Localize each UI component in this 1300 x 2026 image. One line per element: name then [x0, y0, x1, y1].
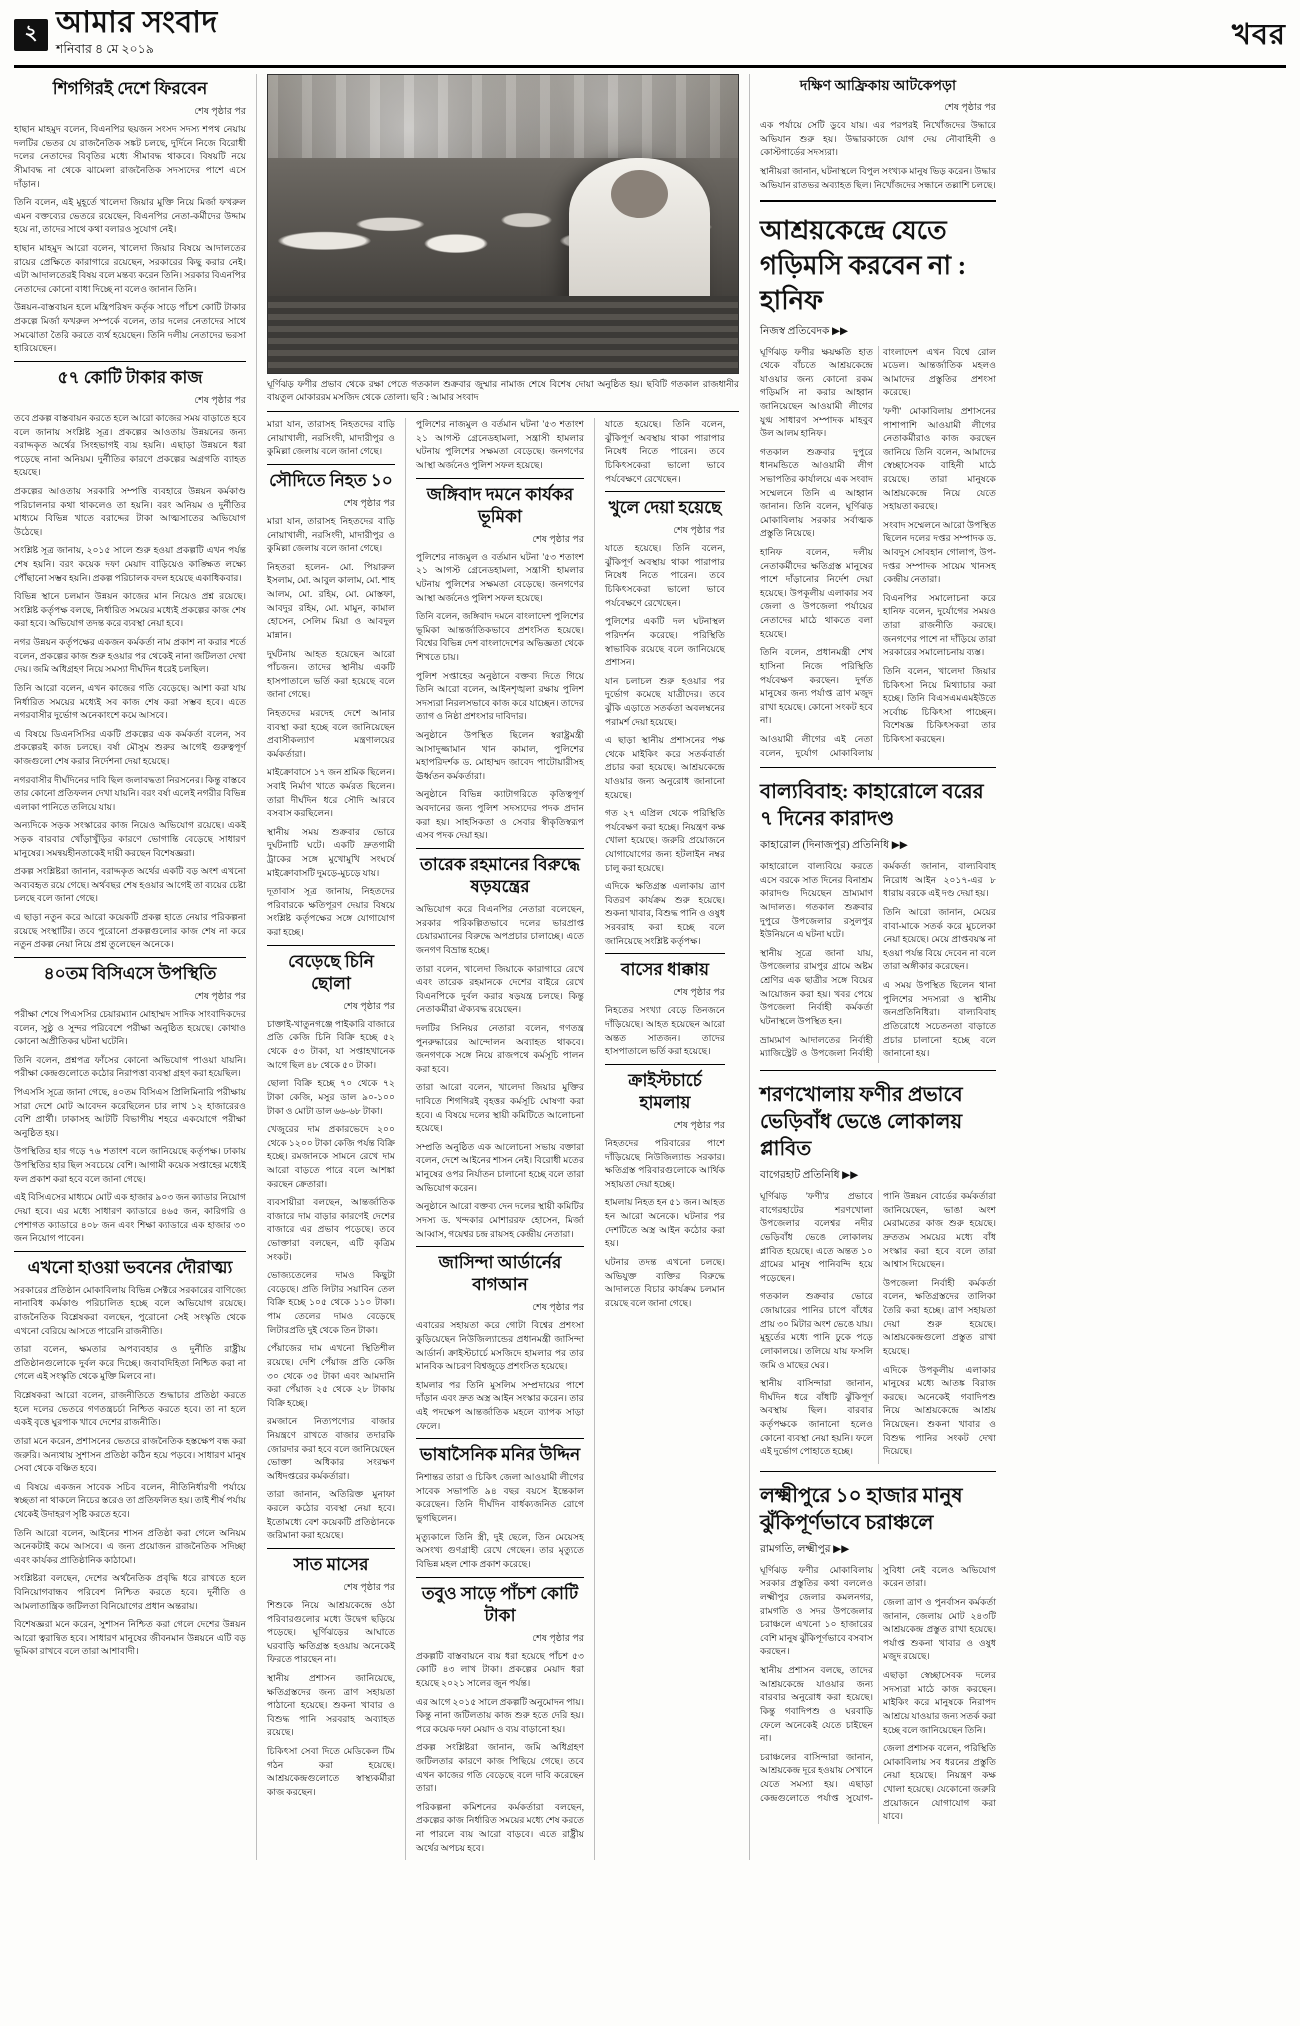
column-divider: [405, 418, 406, 1860]
paragraph: মারা যান, তারাসহ নিহতদের বাড়ি নোয়াখালী, নরসিংদী, মাদারীপুর ও কুমিল্লা জেলায় বলে জানা গেছে।: [267, 419, 395, 457]
paragraph: এদিকে উপকূলীয় এলাকার মানুষের মধ্যে আতঙ্ক বিরাজ করছে। অনেকেই গবাদিপশু নিয়ে আশ্রয়কেন্দ্রে আশ্রয় নিয়েছেন। শুকনা খাবার ও বিশুদ্ধ পানির সংকট দেখা দিয়েছে।: [883, 1364, 996, 1457]
masthead: [14, 8, 1286, 68]
headline: জাসিন্দা আর্ডার্নের বাগআন: [416, 1246, 584, 1296]
horizontal-rule: [760, 767, 996, 768]
paragraph: জেলা ত্রাণ ও পুনর্বাসন কর্মকর্তা জানান, জেলায় মোট ২৪৩টি আশ্রয়কেন্দ্র প্রস্তুত রাখা হয়েছে। পর্যাপ্ত শুকনা খাবার ও ওষুধ মজুদ রয়েছে।: [883, 1597, 996, 1662]
jump-label: শেষ পৃষ্ঠার পর: [673, 988, 725, 999]
article-chini-chola: [267, 945, 395, 1543]
paragraph: সম্প্রতি অনুষ্ঠিত এক আলোচনা সভায় বক্তারা বলেন, দেশে আইনের শাসন নেই। বিরোধী মতের মানুষের ওপর নির্যাতন চালানো হচ্ছে বলে তারা অভিযোগ করেন।: [416, 1141, 584, 1193]
byline: বাগেরহাট প্রতিনিধি ▶▶: [760, 1170, 859, 1182]
paragraph: তারা আরো বলেন, খালেদা জিয়ার মুক্তির দাবিতে শিগগিরই বৃহত্তর কর্মসূচি ঘোষণা করা হবে। এ বিষয়ে দলের স্থায়ী কমিটিতে আলোচনা হয়েছে।: [416, 1082, 584, 1134]
paragraph: এবারের সহায়তা করে গোটা বিশ্বের প্রশংসা কুড়িয়েছেন নিউজিল্যান্ডের প্রধানমন্ত্রী জাসিন্দা আর্ডার্ন। ক্রাইস্টচার্চে মসজিদে হামলার পর তার মানবিক আচরণ বিশ্বজুড়ে প্রশংসিত হয়েছে।: [416, 1320, 584, 1372]
paragraph: কাহারোলে বাল্যবিয়ে করতে এসে বরকে সাত দিনের বিনাশ্রম কারাদণ্ড দিয়েছেন ভ্রাম্যমাণ আদালত। গতকাল শুক্রবার দুপুরে উপজেলার রসুলপুর ইউনিয়নে এ ঘটনা ঘটে।: [760, 861, 873, 940]
paragraph: ব্যবসায়ীরা বলছেন, আন্তর্জাতিক বাজারে দাম বাড়ার কারণেই দেশের বাজারে এর প্রভাব পড়েছে। তবে ভোক্তারা বলছেন, এটি কৃত্রিম সংকট।: [267, 1197, 395, 1262]
paragraph: তিনি বলেন, প্রশ্নপত্র ফাঁসের কোনো অভিযোগ পাওয়া যায়নি। পরীক্ষা কেন্দ্রগুলোতে কঠোর নিরাপত্তা ব্যবস্থা গ্রহণ করা হয়েছিল।: [14, 1054, 246, 1079]
article-hanif-lead: [760, 208, 996, 760]
headline: ৪০তম বিসিএসে উপস্থিতি: [14, 957, 246, 985]
paragraph: ঘূর্ণিঝড় ফণীর ক্ষয়ক্ষতি হাত থেকে বাঁচতে আশ্রয়কেন্দ্রে যাওয়ার জন্য কোনো রকম গড়িমসি না করার আহ্বান জানিয়েছেন আওয়ামী লীগের যুগ্ম সাধারণ সম্পাদক মাহবুব উল আলম হানিফ।: [760, 346, 873, 439]
paragraph: ভ্রাম্যমাণ আদালতের নির্বাহী ম্যাজিস্ট্রেট ও উপজেলা নির্বাহী কর্মকর্তা জানান, বাল্যবিবাহ নিরোধ আইন ২০১৭-এর ৮ ধারায় বরকে এই দণ্ড দেয়া হয়।: [760, 861, 996, 1059]
paragraph: গত ২৭ এপ্রিল থেকে পরিস্থিতি পর্যবেক্ষণ করা হচ্ছে। নিয়ন্ত্রণ কক্ষ খোলা হয়েছে। জরুরি প্রয়োজনে যোগাযোগের জন্য হটলাইন নম্বর চালু করা হয়েছে।: [605, 808, 725, 873]
paragraph: পুলিশ সপ্তাহের অনুষ্ঠানে বক্তব্য দিতে গিয়ে তিনি আরো বলেন, আইনশৃঙ্খলা রক্ষায় পুলিশ সদস্যরা নিরলসভাবে কাজ করে যাচ্ছেন। তাদের ত্যাগ ও নিষ্ঠা প্রশংসার দাবিদার।: [416, 670, 584, 722]
paragraph: তারা বলেন, ক্ষমতার অপব্যবহার ও দুর্নীতি রাষ্ট্রীয় প্রতিষ্ঠানগুলোকে দুর্বল করে দিচ্ছে। জবাবদিহিতা নিশ্চিত করা না গেলে এই সংস্কৃতি থেকে মুক্তি মিলবে না।: [14, 1344, 246, 1382]
paragraph: তারা জানান, অতিরিক্ত মুনাফা করলে কঠোর ব্যবস্থা নেয়া হবে। ইতোমধ্যে বেশ কয়েকটি প্রতিষ্ঠানকে জরিমানা করা হয়েছে।: [267, 1489, 395, 1541]
paragraph: অনুষ্ঠানে আরো বক্তব্য দেন দলের স্থায়ী কমিটির সদস্য ড. খন্দকার মোশাররফ হোসেন, মির্জা আব্বাস, গয়েশ্বর চন্দ্র রায়সহ কেন্দ্রীয় নেতারা।: [416, 1201, 584, 1239]
column-right: [760, 74, 996, 1860]
headline: বেড়েছে চিনি ছোলা: [267, 945, 395, 995]
article-body: [760, 860, 996, 1063]
article-body: [760, 1190, 996, 1464]
paragraph: বিভিন্ন স্থানে চলমান উন্নয়ন কাজের মান নিয়েও প্রশ্ন রয়েছে। সংশ্লিষ্ট কর্তৃপক্ষ বলছে, নির্ধারিত সময়ের মধ্যেই প্রকল্পের কাজ শেষ করা হবে। অভিযোগ তদন্ত করে ব্যবস্থা নেয়া হবে।: [14, 591, 246, 629]
paragraph: হানিফ বলেন, দলীয় নেতাকর্মীদের ক্ষতিগ্রস্ত মানুষের পাশে দাঁড়ানোর নির্দেশ দেয়া হয়েছে। উপকূলীয় এলাকার সব জেলা ও উপজেলা পর্যায়ের নেতাদের মাঠে থাকতে বলা হয়েছে।: [760, 547, 873, 639]
paragraph: স্থানীয় সূত্রে জানা যায়, উপজেলার রামপুর গ্রামে অষ্টম শ্রেণির এক ছাত্রীর সঙ্গে বিয়ের আয়োজন করা হয়। খবর পেয়ে উপজেলা নির্বাহী কর্মকর্তা ঘটনাস্থলে উপস্থিত হন।: [760, 947, 873, 1026]
headline: তবুও সাড়ে পাঁচশ কোটি টাকা: [416, 1577, 584, 1627]
paragraph: প্রকল্প সংশ্লিষ্টরা জানান, জমি অধিগ্রহণ জটিলতার কারণে কাজ পিছিয়ে গেছে। তবে এখন কাজের গতি বেড়েছে বলে দাবি করেছেন তারা।: [416, 1742, 584, 1794]
headline: সাত মাসের: [267, 1548, 395, 1576]
jump-label: শেষ পৃষ্ঠার পর: [343, 1582, 395, 1593]
headline: দক্ষিণ আফ্রিকায় আটকেপড়া: [799, 79, 957, 94]
paragraph: এ ছাড়া নতুন করে আরো কয়েকটি প্রকল্প হাতে নেয়ার পরিকল্পনা রয়েছে সংস্থাটির। তবে পুরোনো প্রকল্পগুলোর কাজ শেষ না করে নতুন প্রকল্প নেয়া নিয়ে প্রশ্ন তুলেছেন অনেকে।: [14, 912, 246, 950]
paragraph: নগরবাসীর দীর্ঘদিনের দাবি ছিল জলাবদ্ধতা নিরসনের। কিন্তু বাস্তবে তার কোনো প্রতিফলন দেখা যায়নি। বরং বর্ষা এলেই নগরীর বিভিন্ন এলাকা পানিতে তলিয়ে যায়।: [14, 774, 246, 812]
paragraph: হাছান মাহমুদ আরো বলেন, খালেদা জিয়ার বিষয়ে আদালতের রায়ের প্রেক্ষিতে কারাগারে রয়েছেন, সরকারের কিছু করার নেই। এটা আদালতেরই বিষয় বলে মন্তব্য করেন তিনি। সরকার বিএনপির নেতাদের কোনো বাধা দিচ্ছে না বলেও জানান তিনি।: [14, 242, 246, 294]
paragraph: প্রকল্প সংশ্লিষ্টরা জানান, বরাদ্দকৃত অর্থের একটি বড় অংশ এখনো অব্যবহৃত রয়ে গেছে। অর্থবছর শেষ হওয়ার আগেই তা ব্যয়ের চেষ্টা চলছে বলে জানা গেছে।: [14, 866, 246, 904]
paragraph: তিনি বলেন, এই মুহূর্তে খালেদা জিয়ার মুক্তি নিয়ে মির্জা ফখরুল এমন বক্তব্যের ভেতরে রয়েছেন, বিএনপির নেতা-কর্মীদের উদ্দাম হয়ে না, তাদের সাথে কথা বলারও সুযোগ নেই।: [14, 197, 246, 235]
paragraph: ঘূর্ণিঝড় ফণীর মোকাবিলায় সরকার প্রস্তুতির কথা বললেও লক্ষ্মীপুর জেলার কমলনগর, রামগতি ও সদর উপজেলার চরাঞ্চলে এখনো ১০ হাজারের বেশি মানুষ ঝুঁকিপূর্ণভাবে বসবাস করছেন।: [760, 1564, 873, 1657]
paragraph: প্রকল্পের আওতায় সরকারি সম্পত্তি ব্যবহারে উন্নয়ন কর্মকাণ্ড পরিচালনার কথা থাকলেও তা হয়নি। বরং অনিয়ম ও দুর্নীতির মাধ্যমে বিভিন্ন খাতে বরাদ্দের টাকা আত্মসাতের অভিযোগ উঠেছে।: [14, 485, 246, 537]
article-saudi-nihoto: [267, 464, 395, 940]
paragraph: যান চলাচল শুরু হওয়ার পর দুর্ভোগ কমেছে যাত্রীদের। তবে ঝুঁকি এড়াতে সতর্কতা অবলম্বনের পরামর্শ দেয়া হয়েছে।: [605, 675, 725, 727]
paragraph: উন্নয়ন-বাস্তবায়ন হলে মন্ত্রিপরিষদ কর্তৃক সাড়ে পাঁচশ কোটি টাকার প্রকল্পে মির্জা ফখরুল সম্পর্কে বলেন, তার দলের নেতাদের সাথে সমঝোতা তৈরি করতে ব্যর্থ হয়েছেন। তিনি দলীয় নেতাদের ভরসা হারিয়েছেন।: [14, 302, 246, 354]
paragraph: বিশেষজ্ঞরা মনে করেন, সুশাসন নিশ্চিত করা গেলে দেশের উন্নয়ন আরো ত্বরান্বিত হবে। সাধারণ মানুষের জীবনমান উন্নয়নে এটি বড় ভূমিকা রাখবে বলে তারা আশাবাদী।: [14, 1619, 246, 1657]
paragraph: নিহতদের মরদেহ দেশে আনার ব্যবস্থা করা হচ্ছে বলে জানিয়েছেন প্রবাসীকল্যাণ মন্ত্রণালয়ের কর্মকর্তারা।: [267, 707, 395, 759]
paragraph: অনুষ্ঠানে বিভিন্ন ক্যাটাগরিতে কৃতিত্বপূর্ণ অবদানের জন্য পুলিশ সদস্যদের পদক প্রদান করা হয়। সাহসিকতা ও সেবার স্বীকৃতিস্বরূপ এসব পদক দেয়া হয়।: [416, 789, 584, 841]
paragraph: 'ফণী' মোকাবিলায় প্রশাসনের পাশাপাশি আওয়ামী লীগের নেতাকর্মীরাও কাজ করছেন জানিয়ে তিনি বলেন, আমাদের স্বেচ্ছাসেবক বাহিনী মাঠে রয়েছে। তারা মানুষকে আশ্রয়কেন্দ্রে নিয়ে যেতে সহায়তা করছে।: [883, 405, 996, 512]
paragraph: পরিকল্পনা কমিশনের কর্মকর্তারা বলছেন, প্রকল্পের কাজ নির্ধারিত সময়ের মধ্যে শেষ করতে না পারলে ব্যয় আরো বাড়বে। এতে রাষ্ট্রীয় অর্থের অপচয় হবে।: [416, 1801, 584, 1853]
paragraph: তিনি আরো জানান, মেয়ের বাবা-মাকে সতর্ক করে মুচলেকা নেয়া হয়েছে। মেয়ে প্রাপ্তবয়স্ক না হওয়া পর্যন্ত বিয়ে দেবেন না বলে তারা অঙ্গীকার করেছেন।: [883, 907, 996, 972]
photo-block: [267, 74, 739, 404]
paragraph: স্থানীয় প্রশাসন জানিয়েছে, ক্ষতিগ্রস্তদের জন্য ত্রাণ সহায়তা পাঠানো হয়েছে। শুকনা খাবার ও বিশুদ্ধ পানি সরবরাহ অব্যাহত রয়েছে।: [267, 1672, 395, 1738]
middle-columns: [267, 418, 739, 1860]
headline: ভাষাসৈনিক মনির উদ্দিন: [416, 1438, 584, 1466]
paragraph: অনুষ্ঠানে উপস্থিত ছিলেন স্বরাষ্ট্রমন্ত্রী আসাদুজ্জামান খান কামাল, পুলিশের মহাপরিদর্শক ড. মোহাম্মদ জাবেদ পাটোয়ারীসহ ঊর্ধ্বতন কর্মকর্তারা।: [416, 730, 584, 781]
article-57-koti: [14, 361, 246, 952]
paragraph: তিনি বলেন, জঙ্গিবাদ দমনে বাংলাদেশ পুলিশের ভূমিকা আন্তর্জাতিকভাবে প্রশংসিত হয়েছে। বিশ্বের বিভিন্ন দেশ বাংলাদেশের অভিজ্ঞতা থেকে শিখতে চায়।: [416, 611, 584, 662]
headline: এখনো হাওয়া ভবনের দৌরাত্ম্য: [14, 1251, 246, 1279]
paragraph: তিনি আরো বলেন, আইনের শাসন প্রতিষ্ঠা করা গেলে অনিয়ম অনেকটাই কমে আসবে। এ জন্য প্রয়োজন রাজনৈতিক সদিচ্ছা এবং কার্যকর প্রাতিষ্ঠানিক কাঠামো।: [14, 1527, 246, 1565]
paragraph: উপস্থিতির হার গড়ে ৭৬ শতাংশ বলে জানিয়েছে কর্তৃপক্ষ। ঢাকায় উপস্থিতির হার ছিল সবচেয়ে বেশি। আগামী কয়েক সপ্তাহের মধ্যেই ফল প্রকাশ করা হবে বলে জানা গেছে।: [14, 1146, 246, 1184]
paragraph: পরীক্ষা শেষে পিএসসির চেয়ারম্যান মোহাম্মদ সাদিক সাংবাদিকদের বলেন, সুষ্ঠু ও সুন্দর পরিবেশে পরীক্ষা অনুষ্ঠিত হয়েছে। কোথাও কোনো অপ্রীতিকর ঘটনা ঘটেনি।: [14, 1008, 246, 1047]
headline: বাসের ধাক্কায়: [605, 953, 725, 981]
paragraph: নিহতদের পরিবারের পাশে দাঁড়িয়েছে নিউজিল্যান্ড সরকার। ক্ষতিগ্রস্ত পরিবারগুলোকে আর্থিক সহায়তা দেয়া হচ্ছে।: [605, 1138, 725, 1189]
byline: কাহারোল (দিনাজপুর) প্রতিনিধি ▶▶: [760, 840, 908, 852]
paragraph: শিশুকে নিয়ে আশ্রয়কেন্দ্রে ওঠা পরিবারগুলোর মধ্যে উদ্বেগ ছড়িয়ে পড়েছে। ঘূর্ণিঝড়ের আঘাতে ঘরবাড়ি ক্ষতিগ্রস্ত হওয়ায় অনেকেই ফিরতে পারছেন না।: [267, 1599, 395, 1665]
paragraph: স্থানীয় বাসিন্দারা জানান, দীর্ঘদিন ধরে বাঁধটি ঝুঁকিপূর্ণ অবস্থায় ছিল। বারবার কর্তৃপক্ষকে জানানো হলেও কোনো ব্যবস্থা নেয়া হয়নি। ফলে এই দুর্ভোগ পোহাতে হচ্ছে।: [760, 1378, 873, 1457]
photo-caption: ঘূর্ণিঝড় ফণীর প্রভাব থেকে রক্ষা পেতে গতকাল শুক্রবার জুম্মার নামাজ শেষে বিশেষ দোয়া অনুষ্ঠিত হয়। ছবিটি গতকাল রাজধানীর বায়তুল মোকাররম মসজিদ থেকে তোলা। ছবি : আমার সংবাদ: [267, 379, 739, 403]
paragraph: খেজুরের দাম প্রকারভেদে ২০০ থেকে ১২০০ টাকা কেজি পর্যন্ত বিক্রি হচ্ছে। রমজানকে সামনে রেখে দাম আরো বাড়তে পারে বলে আশঙ্কা করছেন ক্রেতারা।: [267, 1124, 395, 1189]
article-jacinda-ardern: [416, 1246, 584, 1433]
jump-label: শেষ পৃষ্ঠার পর: [194, 107, 246, 118]
paragraph: হামলার পর তিনি মুসলিম সম্প্রদায়ের পাশে দাঁড়ান এবং দ্রুত অস্ত্র আইন সংস্কার করেন। তার এই পদক্ষেপ আন্তর্জাতিক মহলে ব্যাপক সাড়া ফেলে।: [416, 1379, 584, 1431]
horizontal-rule: [760, 1471, 996, 1472]
jump-label: শেষ পৃষ্ঠার পর: [343, 499, 395, 510]
paragraph: নিহতরা হলেন- মো. পিয়ারুল ইসলাম, মো. আবুল কালাম, মো. শাহ আলম, মো. রহিম, মো. মোস্তফা, আবদুর রহিম, মো. মামুন, কামাল হোসেন, সেলিম মিয়া ও আবদুল মান্নান।: [267, 561, 395, 640]
paragraph: স্থানীয় প্রশাসন বলছে, তাদের আশ্রয়কেন্দ্রে যাওয়ার জন্য বারবার অনুরোধ করা হয়েছে। কিন্তু গবাদিপশু ও ঘরবাড়ি ফেলে অনেকেই যেতে চাইছেন না।: [760, 1665, 873, 1744]
paragraph: নগর উন্নয়ন কর্তৃপক্ষের একজন কর্মকর্তা নাম প্রকাশ না করার শর্তে বলেন, প্রকল্পের কাজ শুরু হওয়ার পর থেকেই নানা জটিলতা দেখা দেয়। জমি অধিগ্রহণ নিয়ে সমস্যা দীর্ঘদিন ধরেই চলছিল।: [14, 637, 246, 675]
section-title: খবর: [1231, 19, 1286, 51]
publication-date: শনিবার ৪ মে ২০১৯: [56, 42, 154, 56]
article-tarek-rahman: [416, 848, 584, 1241]
article-hawa-bhaban: [14, 1251, 246, 1659]
paragraph: ঘূর্ণিঝড় 'ফণী'র প্রভাবে বাগেরহাটের শরণখোলা উপজেলার বলেশ্বর নদীর ভেড়িবাঁধ ভেঙে লোকালয় প্লাবিত হয়েছে। এতে অন্তত ১০ গ্রামের মানুষ পানিবন্দি হয়ে পড়েছেন।: [760, 1191, 873, 1283]
paragraph: মারা যান, তারাসহ নিহতদের বাড়ি নোয়াখালী, নরসিংদী, মাদারীপুর ও কুমিল্লা জেলায় বলে জানা গেছে।: [267, 516, 395, 554]
article-bhashasainik: [416, 1438, 584, 1571]
paragraph: চিকিৎসা সেবা দিতে মেডিকেল টিম গঠন করা হয়েছে। আশ্রয়কেন্দ্রগুলোতে স্বাস্থ্যকর্মীরা কাজ করছেন।: [267, 1746, 395, 1797]
headline: সৌদিতে নিহত ১০: [267, 464, 395, 492]
paragraph: দূতাবাস সূত্র জানায়, নিহতদের পরিবারকে ক্ষতিপূরণ দেয়ার বিষয়ে সংশ্লিষ্ট কর্তৃপক্ষের সঙ্গে যোগাযোগ করা হচ্ছে।: [267, 886, 395, 938]
paragraph: বিশ্লেষকরা আরো বলেন, রাজনীতিতে শুদ্ধাচার প্রতিষ্ঠা করতে হলে দলের ভেতরে গণতন্ত্রচর্চা নিশ্চিত করতে হবে। তা না হলে একই বৃত্তে ঘুরপাক খাবে দেশের রাজনীতি।: [14, 1390, 246, 1428]
jump-label: শেষ পৃষ্ঠার পর: [194, 395, 246, 406]
article-baser-dhakkay: [605, 953, 725, 1059]
paragraph: এ সময় উপস্থিত ছিলেন থানা পুলিশের সদস্যরা ও স্থানীয় জনপ্রতিনিধিরা। বাল্যবিবাহ প্রতিরোধে সচেতনতা বাড়াতে প্রচার চালানো হচ্ছে বলে জানানো হয়।: [883, 980, 996, 1059]
paragraph: গতকাল শুক্রবার ভোরে জোয়ারের পানির চাপে বাঁধের প্রায় ৩০ মিটার অংশ ভেঙে যায়। মুহূর্তের মধ্যে পানি ঢুকে পড়ে লোকালয়ে। তলিয়ে যায় ফসলি জমি ও মাছের ঘের।: [760, 1291, 873, 1370]
paragraph: মৃত্যুকালে তিনি স্ত্রী, দুই ছেলে, তিন মেয়েসহ অসংখ্য গুণগ্রাহী রেখে গেছেন। তার মৃত্যুতে বিভিন্ন মহল শোক প্রকাশ করেছে।: [416, 1531, 584, 1569]
horizontal-rule: [267, 411, 739, 412]
paragraph: এছাড়া স্বেচ্ছাসেবক দলের সদস্যরা মাঠে কাজ করছেন। মাইকিং করে মানুষকে নিরাপদ আশ্রয়ে যাওয়ার জন্য সতর্ক করা হচ্ছে বলে জানিয়েছেন তিনি।: [883, 1670, 996, 1735]
headline: শরণখোলায় ফণীর প্রভাবে ভেড়িবাঁধ ভেঙে লোকালয় প্লাবিত: [760, 1084, 963, 1161]
jump-label: শেষ পৃষ্ঠার পর: [673, 1121, 725, 1132]
column-divider: [594, 418, 595, 1860]
article-sat-maser: [267, 1548, 395, 1800]
horizontal-rule: [760, 200, 996, 202]
jump-label: শেষ পৃষ্ঠার পর: [532, 534, 584, 545]
paragraph: জেলা প্রশাসক বলেন, পরিস্থিতি মোকাবিলায় সব ধরনের প্রস্তুতি নেয়া হয়েছে। নিয়ন্ত্রণ কক্ষ খোলা হয়েছে। যেকোনো জরুরি প্রয়োজনে যোগাযোগ করা যাবে।: [883, 1743, 996, 1822]
article-lakshmipur: [760, 1478, 996, 1824]
paragraph: মাইক্রোবাসে ১৭ জন শ্রমিক ছিলেন। সবাই নির্মাণ খাতে কর্মরত ছিলেন। তারা দীর্ঘদিন ধরে সৌদি আরবে বসবাস করছিলেন।: [267, 767, 395, 819]
horizontal-rule: [760, 1070, 996, 1071]
paragraph: তিনি বলেন, খালেদা জিয়ার চিকিৎসা নিয়ে মিথ্যাচার করা হচ্ছে। তিনি বিএসএমএমইউতে সর্বোচ্চ চিকিৎসা পাচ্ছেন। বিশেষজ্ঞ চিকিৎসকরা তার চিকিৎসা করছেন।: [883, 665, 996, 744]
paragraph: তারা মনে করেন, প্রশাসনের ভেতরে রাজনৈতিক হস্তক্ষেপ বন্ধ করা জরুরি। অন্যথায় সুশাসন প্রতিষ্ঠা কঠিন হয়ে পড়বে। সাধারণ মানুষ সেবা থেকে বঞ্চিত হবে।: [14, 1435, 246, 1474]
paragraph: রমজানে নিত্যপণ্যের বাজার নিয়ন্ত্রণে রাখতে বাজার তদারকি জোরদার করা হবে বলে জানিয়েছেন ভোক্তা অধিকার সংরক্ষণ অধিদপ্তরের কর্মকর্তারা।: [267, 1416, 395, 1481]
paragraph: সংবাদ সম্মেলনে আরো উপস্থিত ছিলেন দলের দপ্তর সম্পাদক ড. আবদুস সোবহান গোলাপ, উপ-দপ্তর সম্পাদক সায়েম খানসহ কেন্দ্রীয় নেতারা।: [883, 519, 996, 585]
page-number: ২: [14, 19, 48, 51]
paragraph: যাতে হয়েছে। তিনি বলেন, ঝুঁকিপূর্ণ অবস্থায় থাকা পারাপার নিষেধ নিতে পারেন। তবে চিকিৎসকেরা ভালো ভাবে পর্যবেক্ষণে রেখেছেন।: [605, 543, 725, 608]
paragraph: পিএসসি সূত্রে জানা গেছে, ৪০তম বিসিএস প্রিলিমিনারি পরীক্ষায় সারা দেশে মোট আবেদন করেছিলেন চার লাখ ১২ হাজারেরও বেশি প্রার্থী। ঢাকাসহ আটটি বিভাগীয় শহরে একযোগে পরীক্ষা অনুষ্ঠিত হয়।: [14, 1087, 246, 1138]
paragraph: দুর্ঘটনায় আহত হয়েছেন আরো পাঁচজন। তাদের স্থানীয় একটি হাসপাতালে ভর্তি করা হয়েছে বলে জানা গেছে।: [267, 648, 395, 700]
column-left: [14, 74, 246, 1860]
paragraph: এ ছাড়া স্থানীয় প্রশাসনের পক্ষ থেকে মাইকিং করে সতর্কবার্তা প্রচার করা হয়েছে। আশ্রয়কেন্দ্রে যাওয়ার জন্য অনুরোধ জানানো হয়েছে।: [605, 735, 725, 800]
paragraph: পুলিশের নাজমুল ও বর্তমান ঘটনা '৫৩ শতাংশ ২১ আগস্ট গ্রেনেডহামলা, সন্ত্রাসী হামলার ঘটনায় পুলিশের সক্ষমতা বেড়েছে। জনগণের আস্থা অর্জনেও পুলিশ সফল হয়েছে।: [416, 419, 584, 470]
headline: লক্ষ্মীপুরে ১০ হাজার মানুষ ঝুঁকিপূর্ণভাবে চরাঞ্চলে: [760, 1484, 963, 1534]
paragraph: চাক্তাই-খাতুনগঞ্জে পাইকারি বাজারে প্রতি কেজি চিনি বিক্রি হচ্ছে ৫২ থেকে ৫৩ টাকা, যা সপ্তাহখানেক আগে ছিল ৪৮ থেকে ৫০ টাকা।: [267, 1018, 395, 1070]
article-shiggirai: [14, 78, 246, 356]
byline: নিজস্ব প্রতিবেদক ▶▶: [760, 325, 849, 337]
news-photo: [267, 74, 739, 374]
paragraph: তিনি আরো বলেন, এখন কাজের গতি বেড়েছে। আশা করা যায় নির্ধারিত সময়ের মধ্যেই সব কাজ শেষ করা সম্ভব হবে। এতে নগরবাসীর দুর্ভোগ অনেকাংশে কমে আসবে।: [14, 682, 246, 721]
headline: আশ্রয়কেন্দ্রে যেতে গড়িমসি করবেন না : হানিফ: [760, 216, 967, 316]
jump-label: শেষ পৃষ্ঠার পর: [194, 991, 246, 1002]
paragraph: অভিযোগ করে বিএনপির নেতারা বলেছেন, সরকার পরিকল্পিতভাবে দলের ভারপ্রাপ্ত চেয়ারম্যানের বিরুদ্ধে অপপ্রচার চালাচ্ছে। এতে জনগণ বিভ্রান্ত হচ্ছে।: [416, 904, 584, 955]
headline: বাল্যবিবাহ: কাহারোলে বরের ৭ দিনের কারাদণ্ড: [760, 781, 984, 831]
paragraph: এই বিসিএসের মাধ্যমে মোট এক হাজার ৯০৩ জন ক্যাডার নিয়োগ দেয়া হবে। এর মধ্যে সাধারণ ক্যাডারে ৪৬৫ জন, কারিগরি ও পেশাগত ক্যাডারে ৪০৮ জন এবং শিক্ষা ক্যাডারে এক হাজার ৩০ জন নিয়োগ পাবেন।: [14, 1192, 246, 1244]
paragraph: সংশ্লিষ্ট সূত্র জানায়, ২০১৫ সালে শুরু হওয়া প্রকল্পটি এখন পর্যন্ত শেষ হয়নি। বরং কয়েক দফা মেয়াদ বাড়িয়েও কাঙ্ক্ষিত লক্ষ্যে পৌঁছানো সম্ভব হয়নি। প্রকল্প পরিচালক বদল হয়েছে একাধিকবার।: [14, 545, 246, 583]
column-divider: [749, 74, 750, 1860]
article-south-africa: [760, 78, 996, 192]
jump-label: শেষ পৃষ্ঠার পর: [532, 1633, 584, 1644]
paragraph: স্থানীয়রা জানান, ঘটনাস্থলে বিপুল সংখ্যক মানুষ ভিড় করেন। উদ্ধার অভিযান রাতভর অব্যাহত ছিল। নিখোঁজদের সন্ধানে তল্লাশি চলছে।: [760, 166, 996, 190]
paragraph: এক পর্যায়ে সেটি ডুবে যায়। এর পরপরই নিখোঁজদের উদ্ধারে অভিযান শুরু হয়। উদ্ধারকাজে যোগ দেয় নৌবাহিনী ও কোস্টগার্ডের সদস্যরা।: [760, 120, 996, 158]
column-c: [416, 418, 584, 1860]
byline: রামগতি, লক্ষ্মীপুর ▶▶: [760, 1543, 850, 1555]
masthead-titleblock: [56, 8, 218, 61]
paragraph: নিশান্তর তারা ও চিকিৎ জেলা আওয়ামী লীগের সাবেক সভাপতি ৯৪ বছর বয়সে ইন্তেকাল করেছেন। তিনি দীর্ঘদিন বার্ধক্যজনিত রোগে ভুগছিলেন।: [416, 1472, 584, 1524]
paragraph: এর আগে ২০১৫ সালে প্রকল্পটি অনুমোদন পায়। কিন্তু নানা জটিলতায় কাজ শুরু হতে দেরি হয়। পরে কয়েক দফা মেয়াদ ও ব্যয় বাড়ানো হয়।: [416, 1696, 584, 1734]
article-body: [760, 1564, 996, 1824]
article-sharankhola: [760, 1077, 996, 1464]
paragraph: প্রকল্পটি বাস্তবায়নে ব্যয় ধরা হয়েছে পাঁচশ ৫৩ কোটি ৪৩ লাখ টাকা। প্রকল্পের মেয়াদ ধরা হয়েছে ২০২১ সালের জুন পর্যন্ত।: [416, 1650, 584, 1688]
jump-label: শেষ পৃষ্ঠার পর: [343, 1001, 395, 1012]
paragraph: নিহতের সংখ্যা বেড়ে তিনজনে দাঁড়িয়েছে। আহত হয়েছেন আরো অন্তত সাতজন। তাদের হাসপাতালে ভর্তি করা হয়েছে।: [605, 1005, 725, 1057]
jump-label: শেষ পৃষ্ঠার পর: [532, 1303, 584, 1314]
paragraph: হাছান মাহমুদ বলেন, বিএনপির ছয়জন সংসদ সদস্য শপথ নেয়ায় দলটির ভেতর যে রাজনৈতিক সঙ্কট চলছে, দুর্দিনে নিজে বিরোধী দলের নেতাদের বিবৃতির মধ্যে সীমাবদ্ধ থাকবে। বিষয়টি নয়ে সীমাবদ্ধ না থেকে ঝামেলা রাজনৈতিক সদস্যদের পাশে এসে দাঁড়ান।: [14, 124, 246, 189]
headline: জঙ্গিবাদ দমনে কার্যকর ভূমিকা: [416, 478, 584, 528]
newspaper-title: আমার সংবাদ: [56, 6, 218, 39]
headline: খুলে দেয়া হয়েছে: [605, 491, 725, 519]
column-middle-block: [267, 74, 739, 1860]
paragraph: এদিকে ক্ষতিগ্রস্ত এলাকায় ত্রাণ বিতরণ কার্যক্রম শুরু হয়েছে। শুকনা খাবার, বিশুদ্ধ পানি ও ওষুধ সরবরাহ করা হচ্ছে বলে জানিয়েছে সংশ্লিষ্ট কর্তৃপক্ষ।: [605, 881, 725, 946]
article-40th-bcs: [14, 957, 246, 1246]
column-divider: [256, 74, 257, 1860]
paragraph: এ বিষয়ে ডিএনসিসির একটি প্রকল্পের এক কর্মকর্তা বলেন, সব প্রকল্পেরই কাজ চলছে। বর্ষা মৌসুম শুরুর আগেই গুরুত্বপূর্ণ কাজগুলো শেষ করার নির্দেশনা দেয়া হয়েছে।: [14, 728, 246, 766]
article-khule-deya: [605, 491, 725, 948]
lead-body: [760, 346, 996, 761]
content-grid: [14, 74, 1286, 1860]
paragraph: পেঁয়াজের দাম এখনো স্থিতিশীল রয়েছে। দেশি পেঁয়াজ প্রতি কেজি ৩০ থেকে ৩৫ টাকা এবং আমদানি করা পেঁয়াজ ২৫ থেকে ২৮ টাকায় বিক্রি হচ্ছে।: [267, 1343, 395, 1408]
paragraph: পুলিশের নাজমুল ও বর্তমান ঘটনা '৫৩ শতাংশ ২১ আগস্ট গ্রেনেডহামলা, সন্ত্রাসী হামলার ঘটনায় পুলিশের সক্ষমতা বেড়েছে। জনগণের আস্থা অর্জনেও পুলিশ সফল হয়েছে।: [416, 551, 584, 603]
jump-label: শেষ পৃষ্ঠার পর: [944, 103, 996, 114]
paragraph: বিএনপির সমালোচনা করে হানিফ বলেন, দুর্যোগের সময়ও তারা রাজনীতি করছে। জনগণের পাশে না দাঁড়িয়ে তারা সরকারের সমালোচনায় ব্যস্ত।: [883, 592, 996, 658]
paragraph: তবে প্রকল্প বাস্তবায়ন করতে হলে আরো কাজের সময় বাড়াতে হবে বলে জানায় সংশ্লিষ্ট সূত্র। প্রকল্পের আওতায় উন্নয়নের জন্য বরাদ্দকৃত অর্থের সিংহভাগই ব্যয় হয়নি। এছাড়া উন্নয়নে ধরা পড়েছে নানা অনিয়ম। দুর্নীতির কারণে প্রকল্পের অগ্রগতি ব্যাহত হয়েছে।: [14, 412, 246, 478]
paragraph: পুলিশের একটি দল ঘটনাস্থল পরিদর্শন করেছে। পরিস্থিতি স্বাভাবিক রয়েছে বলে জানিয়েছে প্রশাসন।: [605, 616, 725, 668]
paragraph: দলটির সিনিয়র নেতারা বলেন, গণতন্ত্র পুনরুদ্ধারের আন্দোলন অব্যাহত থাকবে। জনগণকে সঙ্গে নিয়ে রাজপথে কর্মসূচি পালন করা হবে।: [416, 1022, 584, 1074]
headline: শিগগিরই দেশে ফিরবেন: [52, 79, 208, 98]
headline: ক্রাইস্টচার্চে হামলায়: [605, 1064, 725, 1114]
column-b: [267, 418, 395, 1860]
paragraph: গতকাল শুক্রবার দুপুরে ধানমন্ডিতে আওয়ামী লীগ সভাপতির কার্যালয়ে এক সংবাদ সম্মেলনে তিনি এ আহ্বান জানান। তিনি বলেন, ঘূর্ণিঝড় মোকাবিলায় সরকার সর্বাত্মক প্রস্তুতি নিয়েছে।: [760, 446, 873, 539]
paragraph: যাতে হয়েছে। তিনি বলেন, ঝুঁকিপূর্ণ অবস্থায় থাকা পারাপার নিষেধ নিতে পারেন। তবে চিকিৎসকেরা ভালো ভাবে পর্যবেক্ষণে রেখেছেন।: [605, 419, 725, 484]
paragraph: চরাঞ্চলের বাসিন্দারা জানান, আশ্রয়কেন্দ্র দূরে হওয়ায় সেখানে যেতে সমস্যা হয়। এছাড়া কেন্দ্রগুলোতে পর্যাপ্ত সুযোগ-সুবিধা নেই বলেও অভিযোগ করেন তারা।: [760, 1564, 996, 1803]
headline: তারেক রহমানের বিরুদ্ধে ষড়যন্ত্রের: [416, 848, 584, 898]
paragraph: সরকারের প্রতিষ্ঠান মোকাবিলায় বিভিন্ন সেক্টরে সরকারের বাণিজ্যে নানাবিধ কর্মকাণ্ড পরিচালিত হচ্ছে বলে অভিযোগ রয়েছে। রাজনৈতিক বিশ্লেষকরা বলছেন, পুরোনো সেই সংস্কৃতি থেকে এখনো বেরিয়ে আসতে পারেনি রাজনীতি।: [14, 1284, 246, 1336]
masthead-left: [14, 8, 218, 61]
paragraph: স্থানীয় সময় শুক্রবার ভোরে দুর্ঘটনাটি ঘটে। একটি দ্রুতগামী ট্রাকের সঙ্গে মুখোমুখি সংঘর্ষে মাইক্রোবাসটি দুমড়ে-মুচড়ে যায়।: [267, 826, 395, 878]
paragraph: পানি উন্নয়ন বোর্ডের কর্মকর্তারা জানিয়েছেন, ভাঙা অংশ মেরামতের কাজ শুরু হয়েছে। দ্রুততম সময়ের মধ্যে বাঁধ সংস্কার করা হবে বলে তারা আশ্বাস দিয়েছেন।: [883, 1191, 996, 1270]
paragraph: অন্যদিকে সড়ক সংস্কারের কাজ নিয়েও অভিযোগ রয়েছে। একই সড়ক বারবার খোঁড়াখুঁড়ির কারণে ভোগান্তি বেড়েছে সাধারণ মানুষের। সমন্বয়হীনতাকেই দায়ী করছেন বিশেষজ্ঞরা।: [14, 820, 246, 858]
paragraph: উপজেলা নির্বাহী কর্মকর্তা বলেন, ক্ষতিগ্রস্তদের তালিকা তৈরি করা হচ্ছে। ত্রাণ সহায়তা দেয়া শুরু হয়েছে। আশ্রয়কেন্দ্রগুলো প্রস্তুত রাখা হয়েছে।: [883, 1277, 996, 1356]
paragraph: আওয়ামী লীগের এই নেতা বলেন, দুর্যোগ মোকাবিলায় বাংলাদেশ এখন বিশ্বে রোল মডেল। আন্তর্জাতিক মহলও আমাদের প্রস্তুতির প্রশংসা করেছে।: [760, 346, 996, 758]
paragraph: হামলায় নিহত হন ৫১ জন। আহত হন আরো অনেকে। ঘটনার পর দেশটিতে অস্ত্র আইন কঠোর করা হয়।: [605, 1197, 725, 1249]
column-d: [605, 418, 725, 1860]
paragraph: তিনি বলেন, প্রধানমন্ত্রী শেখ হাসিনা নিজে পরিস্থিতি পর্যবেক্ষণ করছেন। দুর্গত মানুষের জন্য পর্যাপ্ত ত্রাণ মজুদ রাখা হয়েছে। কোনো সংকট হবে না।: [760, 647, 873, 726]
headline: ৫৭ কোটি টাকার কাজ: [14, 361, 246, 389]
paragraph: ঘটনার তদন্ত এখনো চলছে। অভিযুক্ত ব্যক্তির বিরুদ্ধে আদালতে বিচার কার্যক্রম চলমান রয়েছে বলে জানা গেছে।: [605, 1256, 725, 1308]
paragraph: ভোজ্যতেলের দামও কিছুটা বেড়েছে। প্রতি লিটার সয়াবিন তেল বিক্রি হচ্ছে ১০৫ থেকে ১১০ টাকা। পাম তেলের দামও বেড়েছে লিটারপ্রতি দুই থেকে তিন টাকা।: [267, 1270, 395, 1335]
paragraph: এ বিষয়ে একজন সাবেক সচিব বলেন, নীতিনির্ধারণী পর্যায়ে স্বচ্ছতা না থাকলে নিচের স্তরেও তা প্রতিফলিত হয়। তাই শীর্ষ পর্যায় থেকেই উদাহরণ সৃষ্টি করতে হবে।: [14, 1481, 246, 1519]
article-christchurch: [605, 1064, 725, 1311]
article-jongibad: [416, 478, 584, 843]
article-sare-pach-sho-koti: [416, 1577, 584, 1856]
jump-label: শেষ পৃষ্ঠার পর: [673, 526, 725, 537]
paragraph: তারা বলেন, খালেদা জিয়াকে কারাগারে রেখে এবং তারেক রহমানকে দেশের বাইরে রেখে বিএনপিকে দুর্বল করার ষড়যন্ত্র চলছে। কিন্তু নেতাকর্মীরা ঐক্যবদ্ধ রয়েছেন।: [416, 963, 584, 1015]
paragraph: ছোলা বিক্রি হচ্ছে ৭০ থেকে ৭২ টাকা কেজি, মসুর ডাল ৯০-১০০ টাকা ও মোটা ডাল ৬৬-৬৮ টাকা।: [267, 1078, 395, 1116]
paragraph: সংশ্লিষ্টরা বলছেন, দেশের অর্থনৈতিক প্রবৃদ্ধি ধরে রাখতে হলে বিনিয়োগবান্ধব পরিবেশ নিশ্চিত করতে হবে। দুর্নীতি ও আমলাতান্ত্রিক জটিলতা বিনিয়োগের প্রধান অন্তরায়।: [14, 1573, 246, 1611]
article-balyabibaha: [760, 774, 996, 1063]
